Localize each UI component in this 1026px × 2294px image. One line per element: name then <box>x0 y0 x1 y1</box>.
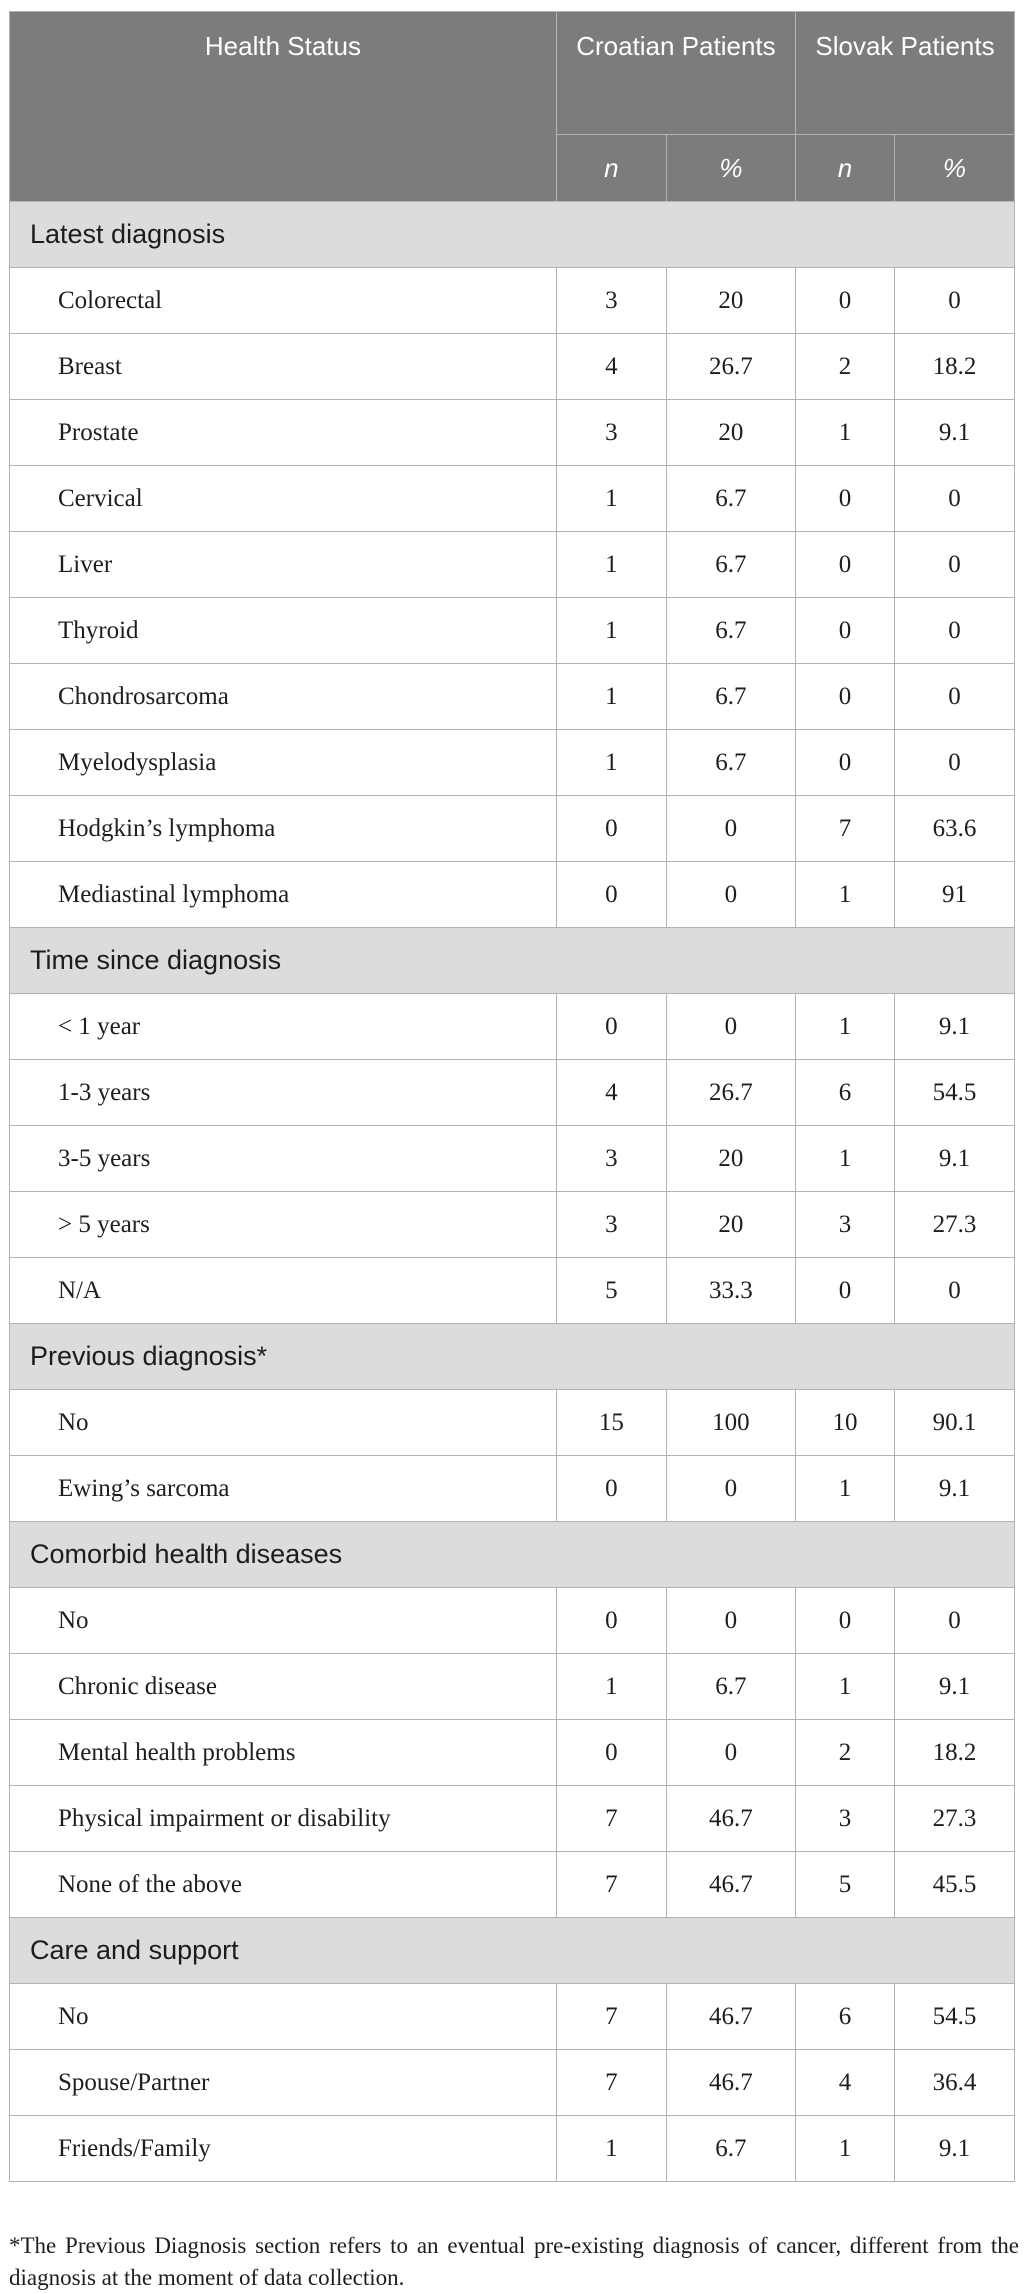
table-row <box>10 1456 1015 1522</box>
slovak-n-cell: 0 <box>796 268 895 334</box>
health-status-table <box>9 11 1015 2182</box>
table-row <box>10 1786 1015 1852</box>
croatian-pct-cell: 26.7 <box>666 1060 795 1126</box>
section-header-row <box>10 1324 1015 1390</box>
croatian-pct-cell: 46.7 <box>666 1786 795 1852</box>
table-row <box>10 2116 1015 2182</box>
table-row <box>10 1588 1015 1654</box>
croatian-n-cell: 15 <box>556 1390 666 1456</box>
slovak-n-cell: 2 <box>796 1720 895 1786</box>
row-label: Prostate <box>10 400 557 466</box>
croatian-pct-cell: 6.7 <box>666 664 795 730</box>
row-label: Chondrosarcoma <box>10 664 557 730</box>
row-label: Colorectal <box>10 268 557 334</box>
slovak-pct-cell: 27.3 <box>894 1786 1014 1852</box>
header-croatian-pct: % <box>666 135 795 202</box>
row-label: > 5 years <box>10 1192 557 1258</box>
croatian-n-cell: 7 <box>556 1786 666 1852</box>
croatian-n-cell: 0 <box>556 994 666 1060</box>
row-label: Myelodysplasia <box>10 730 557 796</box>
row-label: Mental health problems <box>10 1720 557 1786</box>
slovak-pct-cell: 36.4 <box>894 2050 1014 2116</box>
table-row <box>10 334 1015 400</box>
slovak-n-cell: 0 <box>796 730 895 796</box>
croatian-n-cell: 1 <box>556 2116 666 2182</box>
row-label: Thyroid <box>10 598 557 664</box>
slovak-n-cell: 7 <box>796 796 895 862</box>
croatian-pct-cell: 6.7 <box>666 466 795 532</box>
row-label: None of the above <box>10 1852 557 1918</box>
header-croatian-n: n <box>556 135 666 202</box>
slovak-pct-cell: 0 <box>894 730 1014 796</box>
table-row <box>10 862 1015 928</box>
table-row <box>10 664 1015 730</box>
row-label: Spouse/Partner <box>10 2050 557 2116</box>
croatian-pct-cell: 100 <box>666 1390 795 1456</box>
section-title: Care and support <box>10 1918 1015 1984</box>
croatian-n-cell: 1 <box>556 532 666 598</box>
row-label: Ewing’s sarcoma <box>10 1456 557 1522</box>
section-header-row <box>10 928 1015 994</box>
slovak-pct-cell: 9.1 <box>894 1456 1014 1522</box>
table-row <box>10 730 1015 796</box>
row-label: Cervical <box>10 466 557 532</box>
slovak-n-cell: 0 <box>796 1258 895 1324</box>
croatian-pct-cell: 6.7 <box>666 730 795 796</box>
slovak-pct-cell: 18.2 <box>894 334 1014 400</box>
slovak-n-cell: 10 <box>796 1390 895 1456</box>
croatian-pct-cell: 46.7 <box>666 1852 795 1918</box>
section-header-row <box>10 1918 1015 1984</box>
slovak-pct-cell: 9.1 <box>894 1654 1014 1720</box>
row-label: No <box>10 1390 557 1456</box>
slovak-pct-cell: 90.1 <box>894 1390 1014 1456</box>
section-title: Comorbid health diseases <box>10 1522 1015 1588</box>
table-row <box>10 1126 1015 1192</box>
slovak-n-cell: 4 <box>796 2050 895 2116</box>
croatian-n-cell: 3 <box>556 1192 666 1258</box>
row-label: Chronic disease <box>10 1654 557 1720</box>
slovak-pct-cell: 27.3 <box>894 1192 1014 1258</box>
table-row <box>10 1060 1015 1126</box>
row-label: No <box>10 1588 557 1654</box>
croatian-pct-cell: 0 <box>666 994 795 1060</box>
slovak-n-cell: 0 <box>796 466 895 532</box>
slovak-n-cell: 0 <box>796 598 895 664</box>
croatian-n-cell: 1 <box>556 1654 666 1720</box>
croatian-pct-cell: 0 <box>666 1456 795 1522</box>
slovak-n-cell: 2 <box>796 334 895 400</box>
row-label: 3-5 years <box>10 1126 557 1192</box>
row-label: Friends/Family <box>10 2116 557 2182</box>
row-label: No <box>10 1984 557 2050</box>
croatian-n-cell: 1 <box>556 598 666 664</box>
section-title: Time since diagnosis <box>10 928 1015 994</box>
table-row <box>10 796 1015 862</box>
slovak-n-cell: 1 <box>796 400 895 466</box>
slovak-pct-cell: 54.5 <box>894 1984 1014 2050</box>
croatian-pct-cell: 20 <box>666 400 795 466</box>
slovak-n-cell: 0 <box>796 532 895 598</box>
slovak-pct-cell: 0 <box>894 664 1014 730</box>
slovak-n-cell: 1 <box>796 862 895 928</box>
table-row <box>10 466 1015 532</box>
croatian-pct-cell: 6.7 <box>666 532 795 598</box>
slovak-pct-cell: 0 <box>894 1588 1014 1654</box>
slovak-pct-cell: 0 <box>894 466 1014 532</box>
row-label: Breast <box>10 334 557 400</box>
slovak-n-cell: 1 <box>796 1456 895 1522</box>
row-label: Liver <box>10 532 557 598</box>
table-row <box>10 2050 1015 2116</box>
table-row <box>10 268 1015 334</box>
table-row <box>10 1258 1015 1324</box>
slovak-pct-cell: 9.1 <box>894 400 1014 466</box>
croatian-pct-cell: 46.7 <box>666 1984 795 2050</box>
table-row <box>10 1192 1015 1258</box>
row-label: < 1 year <box>10 994 557 1060</box>
croatian-n-cell: 1 <box>556 664 666 730</box>
croatian-n-cell: 1 <box>556 730 666 796</box>
croatian-pct-cell: 26.7 <box>666 334 795 400</box>
row-label: Physical impairment or disability <box>10 1786 557 1852</box>
croatian-pct-cell: 0 <box>666 796 795 862</box>
croatian-pct-cell: 0 <box>666 1720 795 1786</box>
slovak-n-cell: 1 <box>796 2116 895 2182</box>
table-row <box>10 1984 1015 2050</box>
croatian-n-cell: 4 <box>556 1060 666 1126</box>
croatian-pct-cell: 20 <box>666 1126 795 1192</box>
header-slovak-patients: Slovak Patients <box>796 12 1015 135</box>
table-body <box>10 202 1015 2182</box>
croatian-n-cell: 0 <box>556 1588 666 1654</box>
header-slovak-n: n <box>796 135 895 202</box>
slovak-n-cell: 0 <box>796 1588 895 1654</box>
section-header-row <box>10 202 1015 268</box>
table-row <box>10 400 1015 466</box>
croatian-pct-cell: 6.7 <box>666 598 795 664</box>
table-row <box>10 1852 1015 1918</box>
slovak-pct-cell: 9.1 <box>894 2116 1014 2182</box>
table-row <box>10 1720 1015 1786</box>
slovak-n-cell: 6 <box>796 1984 895 2050</box>
croatian-pct-cell: 46.7 <box>666 2050 795 2116</box>
table-row <box>10 598 1015 664</box>
table-header <box>10 12 1015 202</box>
slovak-n-cell: 3 <box>796 1786 895 1852</box>
croatian-n-cell: 0 <box>556 862 666 928</box>
slovak-n-cell: 6 <box>796 1060 895 1126</box>
croatian-n-cell: 5 <box>556 1258 666 1324</box>
slovak-n-cell: 3 <box>796 1192 895 1258</box>
table-footnote: *The Previous Diagnosis section refers to an eventual pre-existing diagnosis of cancer, different from the diagnosis at the moment of data collection. <box>9 2233 1019 2290</box>
header-croatian-patients: Croatian Patients <box>556 12 795 135</box>
slovak-pct-cell: 0 <box>894 598 1014 664</box>
slovak-n-cell: 0 <box>796 664 895 730</box>
table-row <box>10 1390 1015 1456</box>
croatian-n-cell: 4 <box>556 334 666 400</box>
croatian-n-cell: 1 <box>556 466 666 532</box>
croatian-pct-cell: 20 <box>666 1192 795 1258</box>
header-slovak-pct: % <box>894 135 1014 202</box>
slovak-pct-cell: 45.5 <box>894 1852 1014 1918</box>
croatian-n-cell: 3 <box>556 400 666 466</box>
section-title: Previous diagnosis* <box>10 1324 1015 1390</box>
health-status-table-container <box>9 11 1015 2182</box>
croatian-n-cell: 7 <box>556 1984 666 2050</box>
row-label: 1-3 years <box>10 1060 557 1126</box>
croatian-n-cell: 0 <box>556 1456 666 1522</box>
croatian-n-cell: 0 <box>556 796 666 862</box>
slovak-n-cell: 1 <box>796 1654 895 1720</box>
croatian-pct-cell: 20 <box>666 268 795 334</box>
croatian-pct-cell: 6.7 <box>666 1654 795 1720</box>
croatian-n-cell: 7 <box>556 2050 666 2116</box>
slovak-n-cell: 1 <box>796 994 895 1060</box>
table-row <box>10 532 1015 598</box>
slovak-pct-cell: 0 <box>894 268 1014 334</box>
table-row <box>10 1654 1015 1720</box>
row-label: N/A <box>10 1258 557 1324</box>
row-label: Mediastinal lymphoma <box>10 862 557 928</box>
croatian-pct-cell: 0 <box>666 1588 795 1654</box>
table-row <box>10 994 1015 1060</box>
row-label: Hodgkin’s lymphoma <box>10 796 557 862</box>
slovak-pct-cell: 0 <box>894 532 1014 598</box>
slovak-pct-cell: 9.1 <box>894 1126 1014 1192</box>
slovak-pct-cell: 91 <box>894 862 1014 928</box>
slovak-pct-cell: 54.5 <box>894 1060 1014 1126</box>
slovak-pct-cell: 18.2 <box>894 1720 1014 1786</box>
header-health-status: Health Status <box>10 12 557 202</box>
croatian-pct-cell: 6.7 <box>666 2116 795 2182</box>
croatian-pct-cell: 33.3 <box>666 1258 795 1324</box>
slovak-pct-cell: 9.1 <box>894 994 1014 1060</box>
section-header-row <box>10 1522 1015 1588</box>
section-title: Latest diagnosis <box>10 202 1015 268</box>
slovak-pct-cell: 63.6 <box>894 796 1014 862</box>
slovak-pct-cell: 0 <box>894 1258 1014 1324</box>
slovak-n-cell: 5 <box>796 1852 895 1918</box>
croatian-n-cell: 0 <box>556 1720 666 1786</box>
croatian-n-cell: 7 <box>556 1852 666 1918</box>
slovak-n-cell: 1 <box>796 1126 895 1192</box>
croatian-n-cell: 3 <box>556 268 666 334</box>
croatian-n-cell: 3 <box>556 1126 666 1192</box>
croatian-pct-cell: 0 <box>666 862 795 928</box>
